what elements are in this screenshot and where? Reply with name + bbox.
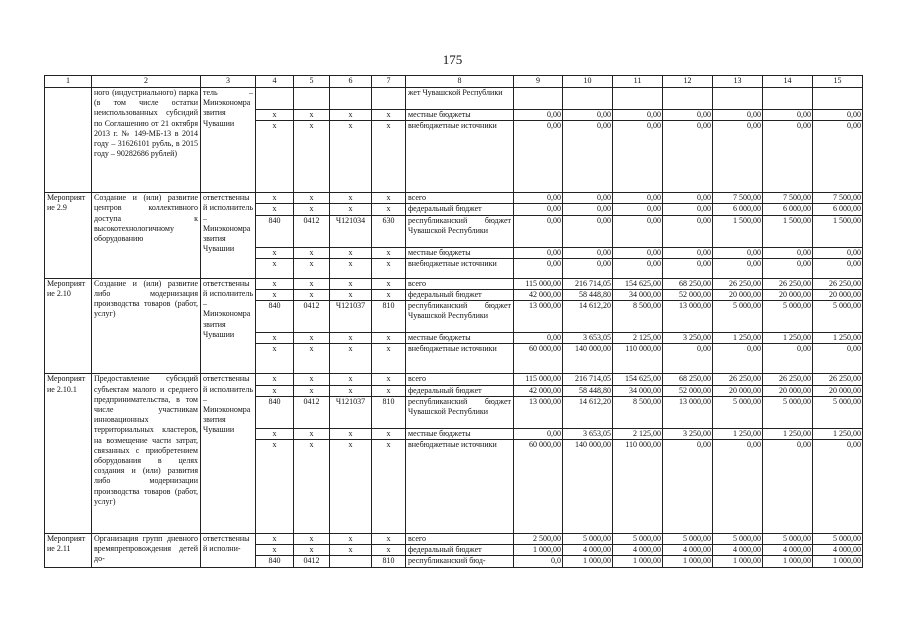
year-amount: 0,00 <box>763 110 813 121</box>
year-amount: 0,00 <box>763 440 813 534</box>
expense-type-code: x <box>372 344 406 374</box>
section-code: x <box>294 440 330 534</box>
year-amount: 0,00 <box>713 258 763 278</box>
year-amount: 5 000,00 <box>613 534 663 545</box>
target-article-code: x <box>330 440 372 534</box>
expense-type-code: x <box>372 428 406 439</box>
year-amount: 1 000,00 <box>713 556 763 568</box>
year-amount: 4 000,00 <box>763 545 813 556</box>
year-amount: 1 000,00 <box>813 556 863 568</box>
year-amount: 13 000,00 <box>514 301 563 333</box>
funding-source: республиканский бюджет Чувашской Республики <box>406 301 514 333</box>
target-article-code: x <box>330 247 372 258</box>
year-amount: 4 000,00 <box>663 545 713 556</box>
target-article-code: x <box>330 428 372 439</box>
year-amount: 58 448,80 <box>563 290 613 301</box>
year-amount: 5 000,00 <box>763 534 813 545</box>
budget-table <box>44 75 863 568</box>
year-amount: 0,00 <box>763 247 813 258</box>
year-amount: 115 000,00 <box>514 374 563 385</box>
grbs-code: x <box>256 534 294 545</box>
year-amount: 1 250,00 <box>763 333 813 344</box>
year-amount: 0,00 <box>514 110 563 121</box>
funding-source: федеральный бюджет <box>406 204 514 215</box>
year-amount: 60 000,00 <box>514 440 563 534</box>
year-amount: 34 000,00 <box>613 290 663 301</box>
column-number-header: 5 <box>294 76 330 88</box>
table-row <box>45 278 863 289</box>
section-code: x <box>294 258 330 278</box>
activity-name: Предоставление субсидий субъектам малого и среднего предпринимательства, в том числе участникам инновационных территориальных кластеров, на возмещение части затрат, связанных с приобретением оборудования в целях создания и (или) развития либо модернизации производства товаров (работ, услуг) <box>92 374 201 534</box>
table-row <box>45 534 863 545</box>
target-article-code: x <box>330 110 372 121</box>
grbs-code: x <box>256 385 294 396</box>
year-amount: 5 000,00 <box>813 396 863 428</box>
year-amount: 5 000,00 <box>763 301 813 333</box>
year-amount: 26 250,00 <box>713 374 763 385</box>
year-amount: 0,00 <box>613 215 663 247</box>
year-amount: 2 125,00 <box>613 333 663 344</box>
year-amount: 0,00 <box>514 204 563 215</box>
column-number-header: 3 <box>201 76 256 88</box>
target-article-code: x <box>330 204 372 215</box>
activity-label: Мероприятие 2.11 <box>45 534 92 568</box>
year-amount <box>663 88 713 110</box>
year-amount: 13 000,00 <box>514 396 563 428</box>
funding-source: федеральный бюджет <box>406 385 514 396</box>
section-code: 0412 <box>294 396 330 428</box>
year-amount: 42 000,00 <box>514 290 563 301</box>
year-amount: 0,00 <box>763 258 813 278</box>
grbs-code: 840 <box>256 215 294 247</box>
year-amount: 20 000,00 <box>813 385 863 396</box>
target-article-code: x <box>330 258 372 278</box>
section-code: x <box>294 121 330 193</box>
year-amount: 20 000,00 <box>813 290 863 301</box>
year-amount: 6 000,00 <box>713 204 763 215</box>
year-amount: 52 000,00 <box>663 290 713 301</box>
year-amount <box>713 88 763 110</box>
expense-type-code: 630 <box>372 215 406 247</box>
activity-name: Создание и (или) развитие центров коллективного доступа к высокотехнологичному оборудованию <box>92 193 201 279</box>
year-amount: 5 000,00 <box>563 534 613 545</box>
year-amount: 26 250,00 <box>813 374 863 385</box>
funding-source: местные бюджеты <box>406 110 514 121</box>
year-amount: 6 000,00 <box>813 204 863 215</box>
year-amount: 0,00 <box>813 121 863 193</box>
target-article-code: x <box>330 290 372 301</box>
year-amount: 0,00 <box>514 258 563 278</box>
funding-source: внебюджетные источники <box>406 121 514 193</box>
expense-type-code: x <box>372 110 406 121</box>
target-article-code <box>330 88 372 110</box>
expense-type-code: x <box>372 545 406 556</box>
year-amount: 1 500,00 <box>813 215 863 247</box>
funding-source: местные бюджеты <box>406 247 514 258</box>
grbs-code: x <box>256 428 294 439</box>
year-amount: 1 250,00 <box>713 333 763 344</box>
column-number-header: 12 <box>663 76 713 88</box>
year-amount: 1 000,00 <box>613 556 663 568</box>
column-number-header: 13 <box>713 76 763 88</box>
grbs-code: x <box>256 545 294 556</box>
section-code: 0412 <box>294 301 330 333</box>
funding-source: республиканский бюджет Чувашской Республики <box>406 396 514 428</box>
year-amount: 0,0 <box>514 556 563 568</box>
expense-type-code: 810 <box>372 301 406 333</box>
year-amount: 3 653,05 <box>563 333 613 344</box>
target-article-code: x <box>330 374 372 385</box>
year-amount: 0,00 <box>563 193 613 204</box>
responsible-executor: ответственный исполнитель – Минэкономразвития Чувашии <box>201 193 256 279</box>
table-row <box>45 374 863 385</box>
year-amount: 110 000,00 <box>613 344 663 374</box>
activity-label: Мероприятие 2.10.1 <box>45 374 92 534</box>
year-amount: 0,00 <box>713 344 763 374</box>
grbs-code: x <box>256 374 294 385</box>
expense-type-code: x <box>372 193 406 204</box>
year-amount: 0,00 <box>663 247 713 258</box>
year-amount: 0,00 <box>663 121 713 193</box>
funding-source: внебюджетные источники <box>406 344 514 374</box>
year-amount: 7 500,00 <box>813 193 863 204</box>
year-amount: 1 500,00 <box>763 215 813 247</box>
year-amount: 0,00 <box>613 247 663 258</box>
column-number-header: 4 <box>256 76 294 88</box>
year-amount: 13 000,00 <box>663 301 713 333</box>
year-amount: 1 000,00 <box>514 545 563 556</box>
responsible-executor: ответственный исполнитель – Минэкономразвития Чувашии <box>201 278 256 374</box>
year-amount: 0,00 <box>663 258 713 278</box>
year-amount: 4 000,00 <box>613 545 663 556</box>
funding-source: республиканский бюджет Чувашской Республики <box>406 215 514 247</box>
column-number-header: 15 <box>813 76 863 88</box>
year-amount: 5 000,00 <box>763 396 813 428</box>
column-number-header: 7 <box>372 76 406 88</box>
responsible-executor: тель – Минэкономразвития Чувашии <box>201 88 256 193</box>
year-amount: 3 653,05 <box>563 428 613 439</box>
year-amount: 14 612,20 <box>563 396 613 428</box>
year-amount: 0,00 <box>514 215 563 247</box>
column-number-header: 6 <box>330 76 372 88</box>
year-amount: 1 250,00 <box>813 333 863 344</box>
grbs-code: x <box>256 110 294 121</box>
year-amount: 0,00 <box>763 121 813 193</box>
expense-type-code: x <box>372 440 406 534</box>
year-amount: 0,00 <box>613 121 663 193</box>
year-amount: 110 000,00 <box>613 440 663 534</box>
target-article-code: x <box>330 344 372 374</box>
expense-type-code: x <box>372 204 406 215</box>
year-amount: 26 250,00 <box>713 278 763 289</box>
funding-source: федеральный бюджет <box>406 290 514 301</box>
grbs-code: x <box>256 440 294 534</box>
year-amount: 0,00 <box>613 204 663 215</box>
year-amount: 3 250,00 <box>663 333 713 344</box>
year-amount: 154 625,00 <box>613 278 663 289</box>
activity-label <box>45 88 92 193</box>
column-number-header: 1 <box>45 76 92 88</box>
year-amount: 2 500,00 <box>514 534 563 545</box>
expense-type-code: x <box>372 290 406 301</box>
section-code: x <box>294 428 330 439</box>
grbs-code: x <box>256 193 294 204</box>
year-amount: 0,00 <box>813 247 863 258</box>
column-number-header: 10 <box>563 76 613 88</box>
year-amount: 26 250,00 <box>763 374 813 385</box>
funding-source: всего <box>406 374 514 385</box>
section-code: x <box>294 193 330 204</box>
section-code <box>294 88 330 110</box>
activity-name: Организация групп дневного времяпрепровождения детей до- <box>92 534 201 568</box>
year-amount: 20 000,00 <box>713 290 763 301</box>
expense-type-code: 810 <box>372 396 406 428</box>
year-amount: 0,00 <box>613 258 663 278</box>
responsible-executor: ответственный исполни- <box>201 534 256 568</box>
year-amount: 216 714,05 <box>563 374 613 385</box>
responsible-executor: ответственный исполнитель – Минэкономразвития Чувашии <box>201 374 256 534</box>
year-amount: 0,00 <box>514 428 563 439</box>
year-amount: 0,00 <box>713 121 763 193</box>
target-article-code: Ч121034 <box>330 215 372 247</box>
year-amount: 0,00 <box>613 193 663 204</box>
year-amount: 34 000,00 <box>613 385 663 396</box>
column-number-header: 8 <box>406 76 514 88</box>
grbs-code <box>256 88 294 110</box>
year-amount: 0,00 <box>563 258 613 278</box>
year-amount <box>563 88 613 110</box>
section-code: x <box>294 333 330 344</box>
column-number-header: 14 <box>763 76 813 88</box>
grbs-code: x <box>256 258 294 278</box>
year-amount: 5 000,00 <box>713 534 763 545</box>
year-amount: 0,00 <box>563 204 613 215</box>
section-code: 0412 <box>294 556 330 568</box>
year-amount: 5 000,00 <box>663 534 713 545</box>
activity-name: ного (индустриального) парка (в том числе остатки неиспользованных субсидий по Соглашению от 21 октября 2013 г. № 149-МБ-13 в 2014 году – 31626101 рубль, в 2015 году – 90282686 рублей) <box>92 88 201 193</box>
page-number: 175 <box>442 52 463 67</box>
year-amount: 0,00 <box>563 110 613 121</box>
year-amount: 0,00 <box>563 121 613 193</box>
expense-type-code: x <box>372 121 406 193</box>
year-amount: 4 000,00 <box>813 545 863 556</box>
section-code: x <box>294 344 330 374</box>
year-amount: 14 612,20 <box>563 301 613 333</box>
year-amount: 0,00 <box>713 247 763 258</box>
column-number-row <box>45 76 863 88</box>
expense-type-code: x <box>372 374 406 385</box>
funding-source: внебюджетные источники <box>406 258 514 278</box>
year-amount: 5 000,00 <box>813 301 863 333</box>
year-amount: 154 625,00 <box>613 374 663 385</box>
year-amount: 0,00 <box>663 193 713 204</box>
section-code: x <box>294 204 330 215</box>
year-amount: 2 125,00 <box>613 428 663 439</box>
year-amount: 0,00 <box>813 440 863 534</box>
expense-type-code: 810 <box>372 556 406 568</box>
year-amount: 52 000,00 <box>663 385 713 396</box>
expense-type-code: x <box>372 278 406 289</box>
target-article-code: x <box>330 333 372 344</box>
grbs-code: 840 <box>256 396 294 428</box>
grbs-code: x <box>256 344 294 374</box>
year-amount: 60 000,00 <box>514 344 563 374</box>
funding-source: местные бюджеты <box>406 333 514 344</box>
year-amount: 20 000,00 <box>763 385 813 396</box>
funding-source: жет Чувашской Республики <box>406 88 514 110</box>
year-amount: 13 000,00 <box>663 396 713 428</box>
funding-source: республиканский бюд- <box>406 556 514 568</box>
activity-label: Мероприятие 2.10 <box>45 278 92 374</box>
year-amount: 115 000,00 <box>514 278 563 289</box>
column-number-header: 9 <box>514 76 563 88</box>
table-row <box>45 193 863 204</box>
year-amount: 26 250,00 <box>763 278 813 289</box>
year-amount: 0,00 <box>514 193 563 204</box>
year-amount <box>514 88 563 110</box>
target-article-code: Ч121037 <box>330 301 372 333</box>
year-amount: 1 000,00 <box>663 556 713 568</box>
grbs-code: x <box>256 247 294 258</box>
year-amount <box>763 88 813 110</box>
grbs-code: x <box>256 278 294 289</box>
year-amount: 20 000,00 <box>763 290 813 301</box>
year-amount: 6 000,00 <box>763 204 813 215</box>
section-code: x <box>294 290 330 301</box>
year-amount <box>613 88 663 110</box>
year-amount: 1 250,00 <box>713 428 763 439</box>
target-article-code: Ч121037 <box>330 396 372 428</box>
year-amount: 4 000,00 <box>713 545 763 556</box>
funding-source: внебюджетные источники <box>406 440 514 534</box>
year-amount: 0,00 <box>663 344 713 374</box>
target-article-code: x <box>330 534 372 545</box>
year-amount: 0,00 <box>563 215 613 247</box>
year-amount: 0,00 <box>563 247 613 258</box>
section-code: x <box>294 247 330 258</box>
year-amount: 5 000,00 <box>813 534 863 545</box>
expense-type-code: x <box>372 333 406 344</box>
year-amount: 0,00 <box>813 344 863 374</box>
year-amount: 0,00 <box>514 247 563 258</box>
grbs-code: 840 <box>256 556 294 568</box>
target-article-code: x <box>330 193 372 204</box>
year-amount: 8 500,00 <box>613 396 663 428</box>
grbs-code: 840 <box>256 301 294 333</box>
year-amount: 68 250,00 <box>663 278 713 289</box>
section-code: x <box>294 534 330 545</box>
funding-source: федеральный бюджет <box>406 545 514 556</box>
year-amount: 7 500,00 <box>713 193 763 204</box>
expense-type-code: x <box>372 258 406 278</box>
activity-label: Мероприятие 2.9 <box>45 193 92 279</box>
section-code: x <box>294 278 330 289</box>
year-amount: 58 448,80 <box>563 385 613 396</box>
year-amount: 7 500,00 <box>763 193 813 204</box>
year-amount: 0,00 <box>713 440 763 534</box>
grbs-code: x <box>256 290 294 301</box>
year-amount: 0,00 <box>663 440 713 534</box>
target-article-code: x <box>330 545 372 556</box>
year-amount: 0,00 <box>813 258 863 278</box>
year-amount: 140 000,00 <box>563 344 613 374</box>
year-amount: 0,00 <box>663 204 713 215</box>
year-amount: 0,00 <box>713 110 763 121</box>
year-amount: 5 000,00 <box>713 396 763 428</box>
year-amount: 26 250,00 <box>813 278 863 289</box>
column-number-header: 2 <box>92 76 201 88</box>
year-amount: 0,00 <box>514 333 563 344</box>
year-amount: 0,00 <box>813 110 863 121</box>
year-amount: 5 000,00 <box>713 301 763 333</box>
activity-name: Создание и (или) развитие либо модернизация производства товаров (работ, услуг) <box>92 278 201 374</box>
column-number-header: 11 <box>613 76 663 88</box>
target-article-code: x <box>330 385 372 396</box>
section-code: x <box>294 110 330 121</box>
year-amount: 3 250,00 <box>663 428 713 439</box>
year-amount: 0,00 <box>613 110 663 121</box>
year-amount: 42 000,00 <box>514 385 563 396</box>
year-amount: 1 250,00 <box>813 428 863 439</box>
year-amount: 1 000,00 <box>563 556 613 568</box>
year-amount: 8 500,00 <box>613 301 663 333</box>
year-amount: 4 000,00 <box>563 545 613 556</box>
funding-source: всего <box>406 534 514 545</box>
section-code: x <box>294 545 330 556</box>
target-article-code: x <box>330 121 372 193</box>
section-code: x <box>294 385 330 396</box>
expense-type-code <box>372 88 406 110</box>
year-amount: 1 000,00 <box>763 556 813 568</box>
table-row <box>45 88 863 110</box>
target-article-code <box>330 556 372 568</box>
year-amount: 216 714,05 <box>563 278 613 289</box>
year-amount: 0,00 <box>763 344 813 374</box>
grbs-code: x <box>256 204 294 215</box>
grbs-code: x <box>256 333 294 344</box>
funding-source: местные бюджеты <box>406 428 514 439</box>
year-amount: 1 250,00 <box>763 428 813 439</box>
funding-source: всего <box>406 193 514 204</box>
target-article-code: x <box>330 278 372 289</box>
year-amount <box>813 88 863 110</box>
year-amount: 140 000,00 <box>563 440 613 534</box>
year-amount: 1 500,00 <box>713 215 763 247</box>
section-code: 0412 <box>294 215 330 247</box>
year-amount: 0,00 <box>514 121 563 193</box>
year-amount: 0,00 <box>663 215 713 247</box>
expense-type-code: x <box>372 534 406 545</box>
grbs-code: x <box>256 121 294 193</box>
year-amount: 68 250,00 <box>663 374 713 385</box>
year-amount: 20 000,00 <box>713 385 763 396</box>
expense-type-code: x <box>372 247 406 258</box>
funding-source: всего <box>406 278 514 289</box>
expense-type-code: x <box>372 385 406 396</box>
year-amount: 0,00 <box>663 110 713 121</box>
section-code: x <box>294 374 330 385</box>
